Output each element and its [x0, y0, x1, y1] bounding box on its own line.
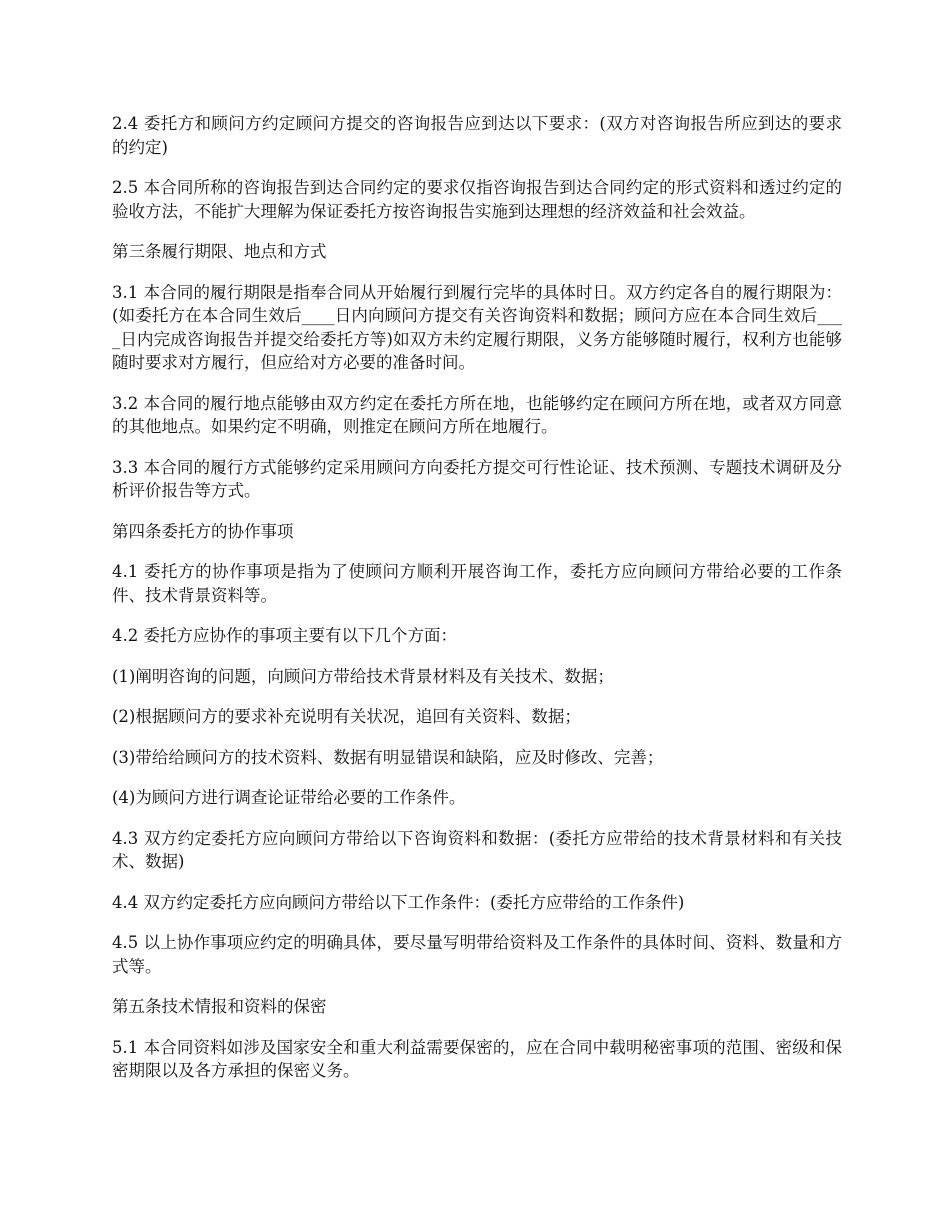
article-4-heading: 第四条委托方的协作事项 [112, 521, 294, 541]
article-5-heading: 第五条技术情报和资料的保密 [112, 997, 327, 1016]
clause-4-5: 4.5 以上协作事项应约定的明确具体，要尽量写明带给资料及工作条件的具体时间、资料、数量和方式等。 [112, 933, 842, 976]
clause-3-1: 3.1 本合同的履行期限是指奉合同从开始履行到履行完毕的具体时日。双方约定各自的履行期限为：(如委托方在本合同生效后____日内向顾问方提交有关咨询资料和数据；顾问方应在本合同生效后____日内完成咨询报告并提交给委托方等)如双方未约定履行期限，义务方能够随时履行，权利方也能够随时要求对方履行，但应给对方必要的准备时间。 [112, 282, 842, 372]
clause-3-2: 3.2 本合同的履行地点能够由双方约定在委托方所在地，也能够约定在顾问方所在地，或者双方同意的其他地点。如果约定不明确，则推定在顾问方所在地履行。 [112, 393, 842, 436]
clause-2-5: 2.5 本合同所称的咨询报告到达合同约定的要求仅指咨询报告到达合同约定的形式资料和透过约定的验收方法，不能扩大理解为保证委托方按咨询报告实施到达理想的经济效益和社会效益。 [112, 178, 842, 221]
list-item-4: (4)为顾问方进行调查论证带给必要的工作条件。 [112, 788, 466, 807]
clause-4-3: 4.3 双方约定委托方应向顾问方带给以下咨询资料和数据：(委托方应带给的技术背景材料和有关技术、数据) [112, 828, 842, 871]
article-3-heading: 第三条履行期限、地点和方式 [112, 242, 327, 261]
list-item-1: (1)阐明咨询的问题，向顾问方带给技术背景材料及有关技术、数据； [112, 666, 614, 686]
clause-4-2: 4.2 委托方应协作的事项主要有以下几个方面： [112, 626, 457, 645]
clause-4-4: 4.4 双方约定委托方应向顾问方带给以下工作条件：(委托方应带给的工作条件) [112, 892, 685, 912]
clause-5-1: 5.1 本合同资料如涉及国家安全和重大利益需要保密的，应在合同中载明秘密事项的范围、密级和保密期限以及各方承担的保密义务。 [112, 1037, 842, 1080]
list-item-2: (2)根据顾问方的要求补充说明有关状况，追回有关资料、数据； [112, 707, 581, 726]
document-body [112, 112, 842, 1100]
clause-2-4: 2.4 委托方和顾问方约定顾问方提交的咨询报告应到达以下要求：(双方对咨询报告所应到达的要求的约定) [112, 114, 842, 157]
clause-3-3: 3.3 本合同的履行方式能够约定采用顾问方向委托方提交可行性论证、技术预测、专题技术调研及分析评价报告等方式。 [112, 457, 842, 500]
list-item-3: (3)带给给顾问方的技术资料、数据有明显错误和缺陷，应及时修改、完善； [112, 747, 664, 767]
clause-4-1: 4.1 委托方的协作事项是指为了使顾问方顺利开展咨询工作，委托方应向顾问方带给必要的工作条件、技术背景资料等。 [112, 562, 842, 605]
